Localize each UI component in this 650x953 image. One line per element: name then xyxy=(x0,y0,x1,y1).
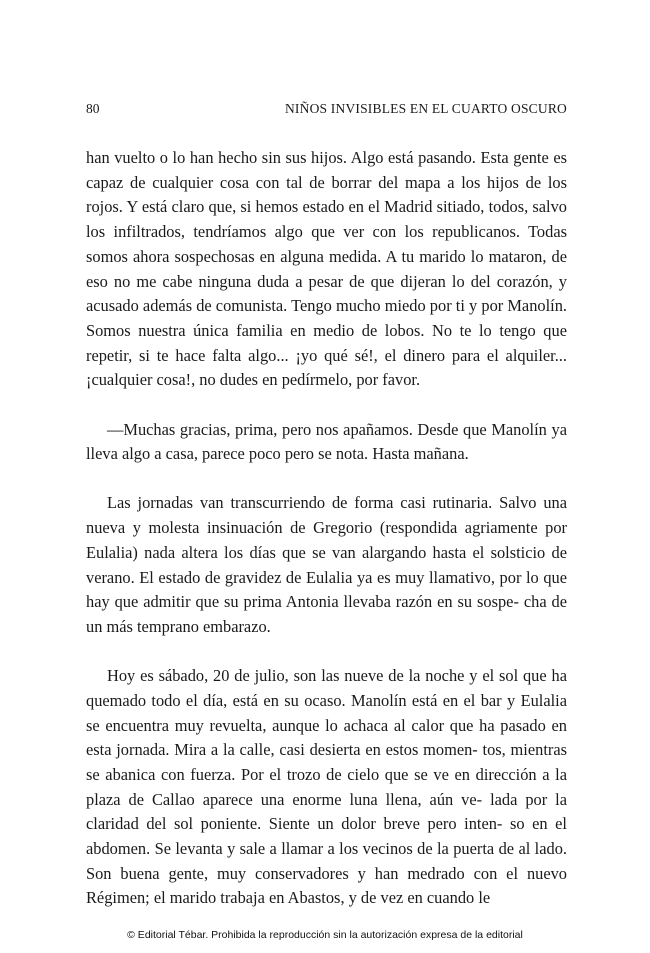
text-line: han vuelto o lo han hecho sin sus hijos. Algo está pasando. Esta gente xyxy=(86,148,549,167)
text-line: y por Manolín. Somos nuestra única familia en medio de lobos. No te xyxy=(86,296,567,340)
running-title: NIÑOS INVISIBLES EN EL CUARTO OSCURO xyxy=(284,101,567,116)
text-line: tos, mientras se abanica con fuerza. Por el trozo de cielo que se ve en xyxy=(86,740,567,784)
text-line: salvo los infiltrados, tendríamos algo que ver con los republicanos. xyxy=(86,197,567,242)
paragraph xyxy=(86,146,567,393)
text-line: so en el abdomen. Se levanta y sale a llamar a los vecinos de la puerta xyxy=(86,814,567,859)
copyright-footer: © Editorial Tébar. Prohibida la reproducción sin la autorización expresa de la editorial xyxy=(127,929,523,941)
text-line: corazón, y acusado además de comunista. Tengo mucho miedo por ti xyxy=(86,271,567,316)
page-header xyxy=(86,101,567,121)
text-line: nueva y molesta insinuación de Gregorio (respondida agriamente por xyxy=(86,518,567,538)
text-line: nuevo Régimen; el marido trabaja en Abastos, y de vez en cuando le xyxy=(86,863,567,908)
text-line: el alquiler... ¡cualquier cosa!, no dudes en pedírmelo, por favor. xyxy=(86,345,568,390)
text-line: —Muchas gracias, prima, pero nos apañamos. Desde que Manolín xyxy=(107,419,547,439)
text-line: ha quemado todo el día, está en su ocaso. Manolín está en el bar y xyxy=(86,666,567,710)
paragraph xyxy=(86,664,567,911)
paragraph-dialogue xyxy=(86,418,567,467)
text-line: Las jornadas van transcurriendo de forma casi rutinaria. Salvo una xyxy=(107,493,567,513)
text-line: pasado en esta jornada. Mira a la calle, casi desierta en estos momen- xyxy=(86,715,567,760)
text-line: Eulalia se encuentra muy revuelta, aunque lo achaca al calor que ha xyxy=(86,690,567,735)
text-line: verano. El estado de gravidez de Eulalia ya es muy llamativo, por lo xyxy=(86,567,539,587)
text-line: ya lleva algo a casa, parece poco pero se nota. Hasta mañana. xyxy=(86,419,567,464)
text-line: es capaz de cualquier cosa con tal de borrar del mapa a los hijos de los xyxy=(86,148,567,192)
text-line: mataron, de eso no me cabe ninguna duda a pesar de que dijeran lo del xyxy=(86,246,567,291)
page-number: 80 xyxy=(86,101,100,116)
text-line: lo tengo que repetir, si te hace falta algo... ¡yo qué sé!, el dinero para xyxy=(86,320,567,365)
text-line: de al lado. Son buena gente, muy conservadores y han medrado con el xyxy=(86,839,568,883)
text-line: Hoy es sábado, 20 de julio, son las nueve de la noche y el sol que xyxy=(107,666,547,686)
paragraph xyxy=(86,491,567,639)
text-line: lada por la claridad del sol poniente. Siente un dolor breve pero inten- xyxy=(86,789,567,834)
text-line: que hay que admitir que su prima Antonia llevaba razón en su sospe- xyxy=(86,567,567,612)
text-line: dirección a la plaza de Callao aparece una enorme luna llena, aún ve- xyxy=(86,764,567,809)
text-line: Eulalia) nada altera los días que se van alargando hasta el solsticio de xyxy=(86,542,567,562)
text-line: Todas somos ahora sospechosas en alguna medida. A tu marido lo xyxy=(86,222,567,266)
text-line: rojos. Y está claro que, si hemos estado en el Madrid sitiado, todos, xyxy=(86,197,529,217)
text-line: cha de un más temprano embarazo. xyxy=(86,592,567,636)
body-text xyxy=(86,146,567,911)
